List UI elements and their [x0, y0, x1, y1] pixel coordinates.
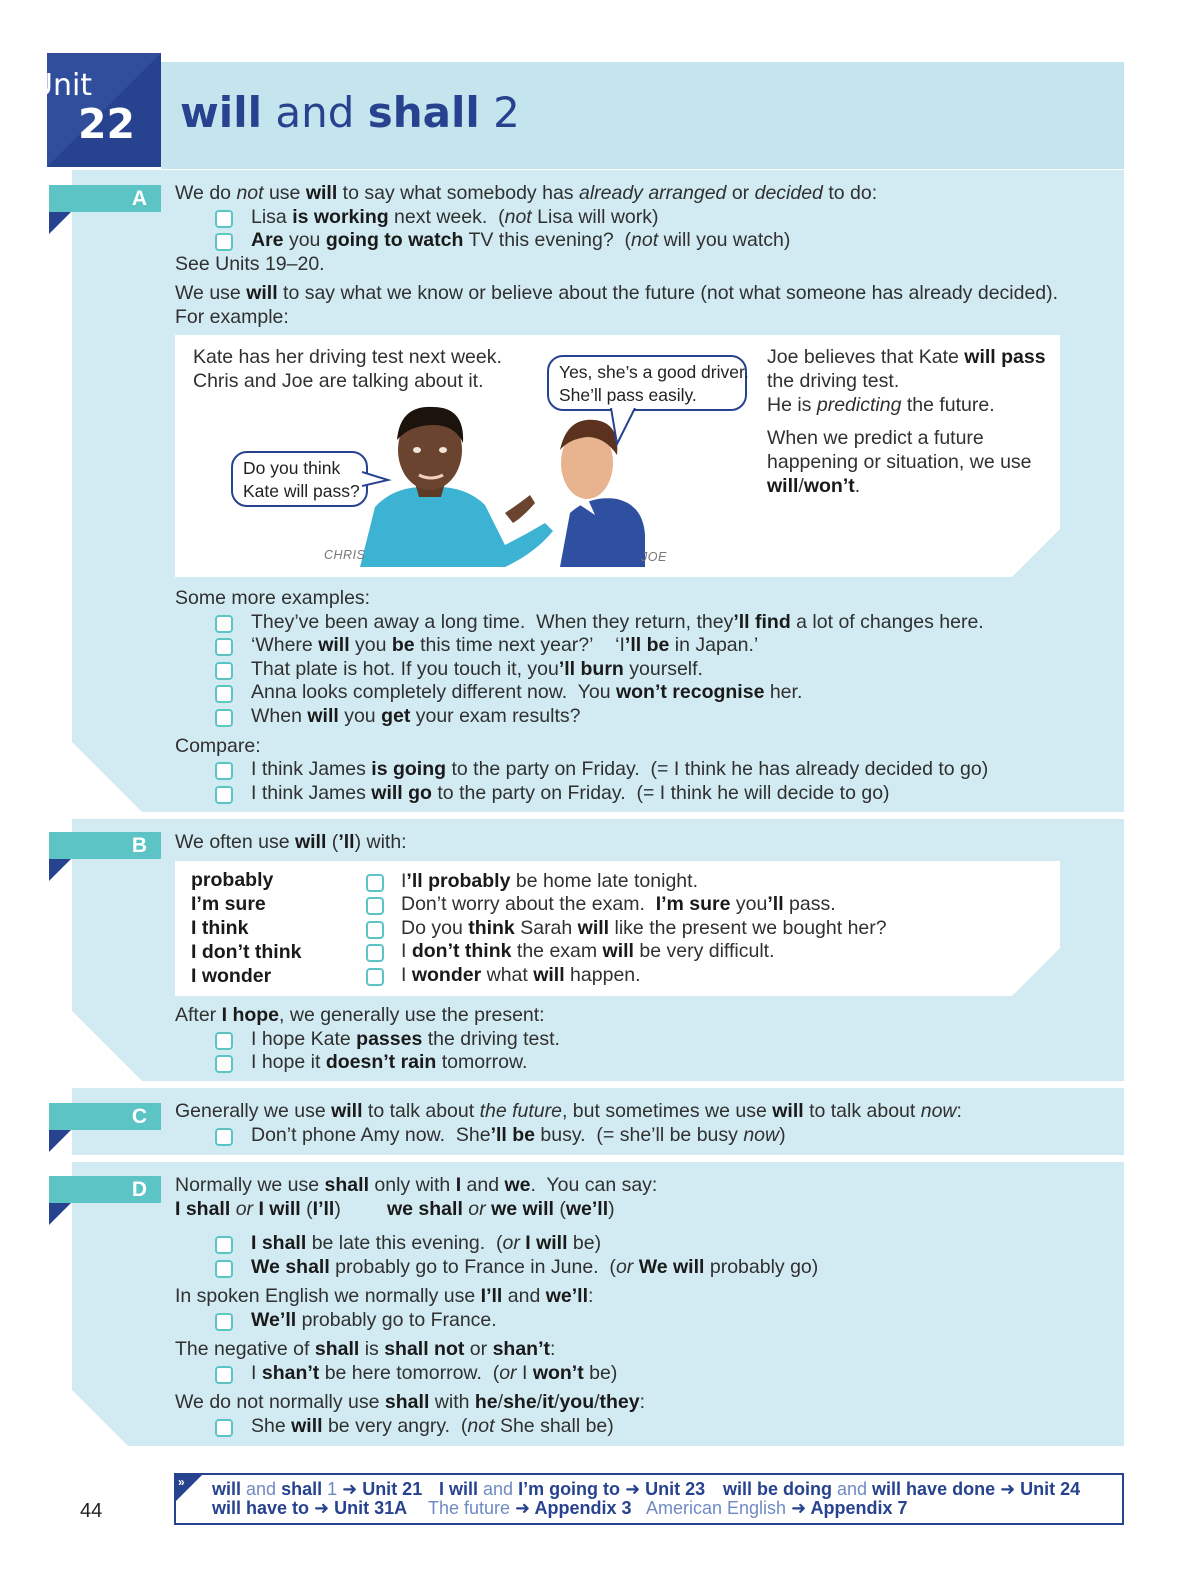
see-units-note: See Units 19–20.	[175, 253, 325, 275]
example-sentence: I think James is going to the party on Friday. (= I think he has already decided to go)	[251, 758, 989, 780]
page-number: 44	[80, 1500, 103, 1522]
example-sentence: ‘Where will you be this time next year?’ ‘I’ll be in Japan.’	[251, 634, 759, 656]
speech-bubble-chris: Do you think Kate will pass?	[231, 451, 368, 507]
example-sentence: Don’t phone Amy now. She’ll be busy. (= she’ll be busy now)	[251, 1124, 786, 1146]
shall-forms-i: I shall or I will (I’ll)	[175, 1198, 341, 1220]
cross-ref-link[interactable]: will be doing and will have done ➜ Unit 24	[723, 1479, 1081, 1499]
example-sentence: I think James will go to the party on Friday. (= I think he will decide to go)	[251, 782, 890, 804]
example-checkbox[interactable]	[366, 874, 384, 892]
section-tab-b: B	[49, 832, 161, 859]
example-checkbox[interactable]	[215, 1055, 233, 1073]
section-tab-d: D	[49, 1176, 161, 1203]
speech-bubble-joe: Yes, she’s a good driver. She’ll pass easily.	[547, 355, 747, 411]
section-b-intro: We often use will (’ll) with:	[175, 831, 407, 853]
example-checkbox[interactable]	[215, 233, 233, 251]
example-sentence: Do you think Sarah will like the present we bought her?	[401, 917, 887, 939]
example-checkbox[interactable]	[215, 615, 233, 633]
section-tab-c: C	[49, 1103, 161, 1130]
joe-body	[560, 498, 645, 567]
double-chevron-icon: »	[178, 1475, 185, 1489]
example-sentence: Don’t worry about the exam. I’m sure you’ll pass.	[401, 893, 836, 915]
chris-body	[360, 487, 553, 567]
example-checkbox[interactable]	[215, 638, 233, 656]
example-sentence: She will be very angry. (not She shall be)	[251, 1415, 614, 1437]
will-with-keywords: probably I’m sure I think I don’t think I wonder	[191, 869, 302, 987]
example-checkbox[interactable]	[215, 1419, 233, 1437]
example-checkbox[interactable]	[215, 210, 233, 228]
section-c-intro: Generally we use will to talk about the future, but sometimes we use will to talk about now:	[175, 1100, 962, 1122]
example-sentence: When will you get your exam results?	[251, 705, 581, 727]
section-tab-b-tail	[49, 859, 71, 881]
example-checkbox[interactable]	[215, 1260, 233, 1278]
cross-ref-link[interactable]: I will and I’m going to ➜ Unit 23	[439, 1479, 706, 1499]
example-sentence: They’ve been away a long time. When they return, they’ll find a lot of changes here.	[251, 611, 984, 633]
section-a-intro: We do not use will to say what somebody has already arranged or decided to do:	[175, 182, 878, 204]
example-sentence: I hope Kate passes the driving test.	[251, 1028, 560, 1050]
example-sentence: I shan’t be here tomorrow. (or I won’t be)	[251, 1362, 618, 1384]
he-she-rule: We do not normally use shall with he/she/it/you/they:	[175, 1391, 646, 1413]
example-sentence: I hope it doesn’t rain tomorrow.	[251, 1051, 528, 1073]
prediction-note: Joe believes that Kate will pass the driving test. He is predicting the future.	[767, 346, 1046, 416]
example-checkbox[interactable]	[366, 968, 384, 986]
example-sentence: I shall be late this evening. (or I will be)	[251, 1232, 602, 1254]
speech-tail-chris	[362, 470, 392, 490]
example-checkbox[interactable]	[215, 1313, 233, 1331]
example-checkbox[interactable]	[366, 921, 384, 939]
cross-ref-link[interactable]: The future ➜ Appendix 3	[428, 1498, 632, 1518]
page-title: will and shall 2	[180, 88, 520, 137]
example-sentence: I don’t think the exam will be very difficult.	[401, 940, 775, 962]
chris-label: CHRIS	[324, 548, 366, 562]
example-checkbox[interactable]	[215, 1236, 233, 1254]
example-checkbox[interactable]	[215, 1128, 233, 1146]
section-tab-c-tail	[49, 1130, 71, 1152]
example-checkbox[interactable]	[215, 685, 233, 703]
section-tab-d-tail	[49, 1203, 71, 1225]
speech-tail-joe	[605, 408, 645, 448]
section-tab-a-tail	[49, 212, 71, 234]
joe-label: JOE	[641, 550, 667, 564]
more-examples-heading: Some more examples:	[175, 587, 371, 609]
unit-number: 22	[78, 100, 136, 148]
cross-ref-link[interactable]: American English ➜ Appendix 7	[646, 1498, 908, 1518]
illustration-caption: Kate has her driving test next week. Chris and Joe are talking about it.	[193, 346, 502, 392]
example-checkbox[interactable]	[215, 662, 233, 680]
section-tab-a: A	[49, 185, 161, 212]
example-checkbox[interactable]	[366, 897, 384, 915]
section-a-paragraph: We use will to say what we know or believe about the future (not what someone has already decided). For example:	[175, 282, 1059, 328]
example-sentence: Anna looks completely different now. You won’t recognise her.	[251, 681, 803, 703]
example-sentence: I wonder what will happen.	[401, 964, 641, 986]
example-checkbox[interactable]	[215, 709, 233, 727]
example-checkbox[interactable]	[366, 944, 384, 962]
example-sentence: I’ll probably be home late tonight.	[401, 870, 698, 892]
example-sentence: Are you going to watch TV this evening? (not will you watch)	[251, 229, 791, 251]
negative-shall-rule: The negative of shall is shall not or shan’t:	[175, 1338, 556, 1360]
example-checkbox[interactable]	[215, 786, 233, 804]
i-hope-rule: After I hope, we generally use the present:	[175, 1004, 545, 1026]
example-sentence: That plate is hot. If you touch it, you’ll burn yourself.	[251, 658, 703, 680]
prediction-rule: When we predict a future happening or situation, we use will/won’t.	[767, 427, 1032, 497]
compare-heading: Compare:	[175, 735, 261, 757]
example-sentence: We shall probably go to France in June. (or We will probably go)	[251, 1256, 819, 1278]
example-checkbox[interactable]	[215, 1366, 233, 1384]
shall-forms-we: we shall or we will (we’ll)	[387, 1198, 615, 1220]
unit-label: Unit	[31, 68, 93, 103]
cross-ref-link[interactable]: will have to ➜ Unit 31A	[212, 1498, 408, 1518]
example-sentence: We’ll probably go to France.	[251, 1309, 497, 1331]
example-sentence: Lisa is working next week. (not Lisa will work)	[251, 206, 659, 228]
example-checkbox[interactable]	[215, 1032, 233, 1050]
cross-ref-link[interactable]: will and shall 1 ➜ Unit 21	[212, 1479, 423, 1499]
example-checkbox[interactable]	[215, 762, 233, 780]
section-d-intro: Normally we use shall only with I and we. You can say:	[175, 1174, 658, 1196]
spoken-english-rule: In spoken English we normally use I’ll and we’ll:	[175, 1285, 594, 1307]
chris-hand	[505, 495, 535, 523]
